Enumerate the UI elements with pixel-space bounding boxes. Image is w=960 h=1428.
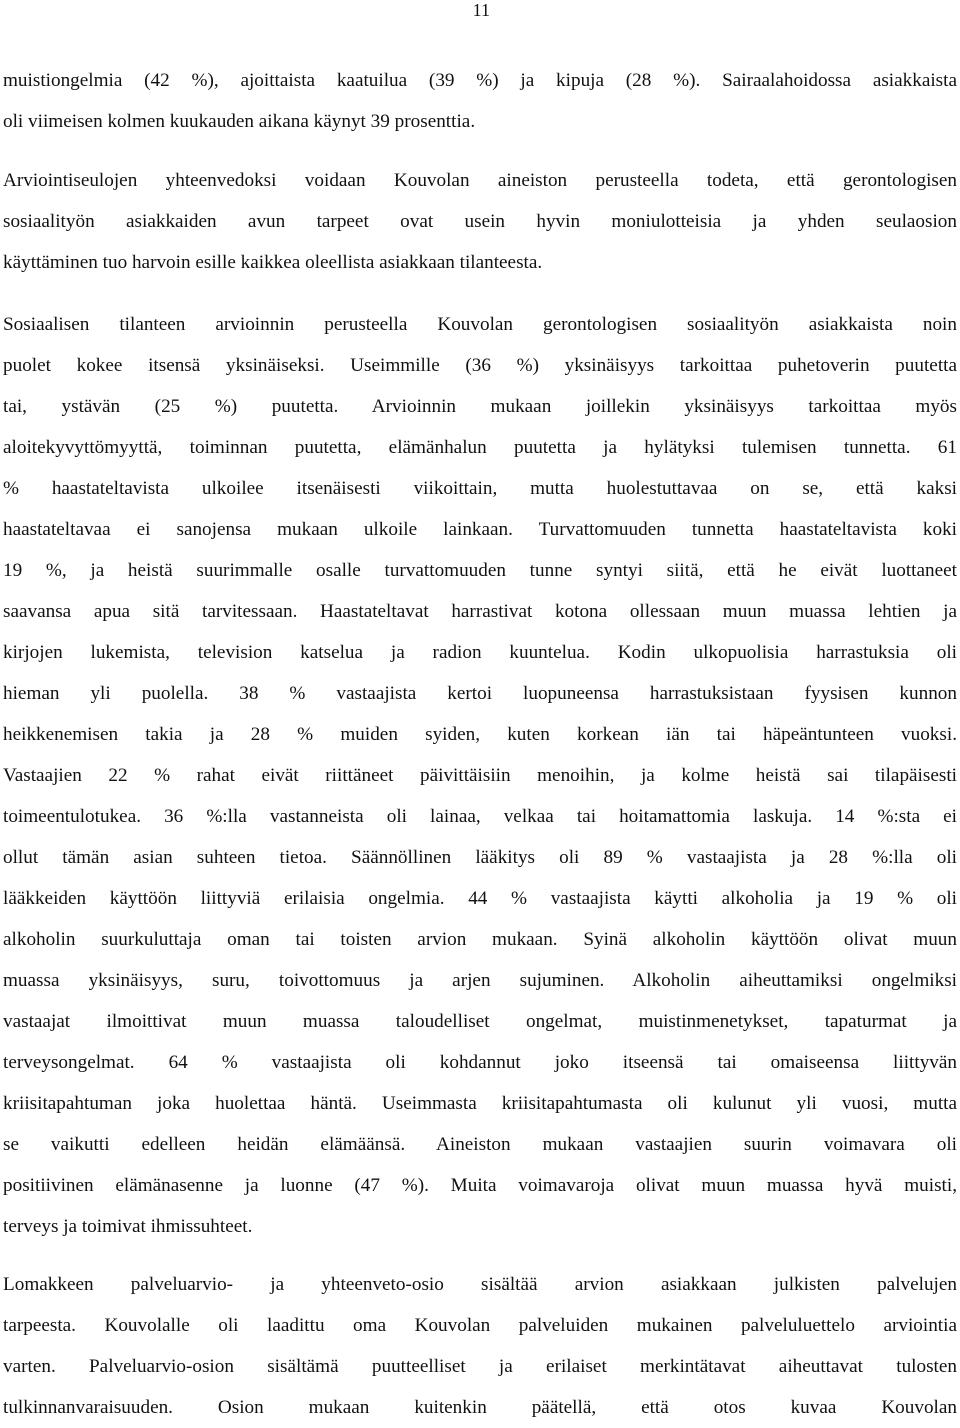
text-line: Vastaajien 22 % rahat eivät riittäneet päivittäisiin menoihin, ja kolme heistä sai tilapäisesti (3, 765, 957, 786)
text-line: se vaikutti edelleen heidän elämäänsä. Aineiston mukaan vastaajien suurin voimavara oli (3, 1134, 957, 1155)
text-line: oli viimeisen kolmen kuukauden aikana käynyt 39 prosenttia. (3, 111, 476, 132)
text-line: Arviointiseulojen yhteenvedoksi voidaan Kouvolan aineiston perusteella todeta, että gerontologisen (3, 170, 957, 191)
text-line: kriisitapahtuman joka huolettaa häntä. Useimmasta kriisitapahtumasta oli kulunut yli vuosi, mutta (3, 1093, 957, 1114)
text-line: heikkenemisen takia ja 28 % muiden syiden, kuten korkean iän tai häpeäntunteen vuoksi. (3, 724, 957, 745)
text-line: Sosiaalisen tilanteen arvioinnin perusteella Kouvolan gerontologisen sosiaalityön asiakkaista noin (3, 314, 957, 335)
page-number: 11 (472, 0, 490, 20)
text-line: terveysongelmat. 64 % vastaajista oli kohdannut joko itseensä tai omaiseensa liittyvän (3, 1052, 957, 1073)
text-line: ollut tämän asian suhteen tietoa. Säännöllinen lääkitys oli 89 % vastaajista ja 28 %:lla oli (3, 847, 957, 868)
text-line: terveys ja toimivat ihmissuhteet. (3, 1216, 253, 1237)
text-line: sosiaalityön asiakkaiden avun tarpeet ovat usein hyvin moniulotteisia ja yhden seulaosion (3, 211, 957, 232)
text-line: tulkinnanvaraisuuden. Osion mukaan kuitenkin päätellä, että otos kuvaa Kouvolan (3, 1397, 957, 1418)
text-line: aloitekyvyttömyyttä, toiminnan puutetta, elämänhalun puutetta ja hylätyksi tulemisen tunnetta. 61 (3, 437, 957, 458)
paragraph-1 (3, 60, 957, 142)
paragraph-3 (3, 304, 957, 1247)
text-line: puolet kokee itsensä yksinäiseksi. Useimmille (36 %) yksinäisyys tarkoittaa puhetoverin puutetta (3, 355, 957, 376)
text-line: muistiongelmia (42 %), ajoittaista kaatuilua (39 %) ja kipuja (28 %). Sairaalahoidossa asiakkaista (3, 70, 957, 91)
text-line: tarpeesta. Kouvolalle oli laadittu oma Kouvolan palveluiden mukainen palveluluettelo arviointia (3, 1315, 957, 1336)
text-line: alkoholin suurkuluttaja oman tai toisten arvion mukaan. Syinä alkoholin käyttöön olivat muun (3, 929, 957, 950)
paragraph-2 (3, 160, 957, 283)
text-line: kirjojen lukemista, television katselua ja radion kuuntelua. Kodin ulkopuolisia harrastuksia oli (3, 642, 957, 663)
text-line: Lomakkeen palveluarvio- ja yhteenveto-osio sisältää arvion asiakkaan julkisten palvelujen (3, 1274, 957, 1295)
text-line: 19 %, ja heistä suurimmalle osalle turvattomuuden tunne syntyi siitä, että he eivät luottaneet (3, 560, 957, 581)
text-line: tai, ystävän (25 %) puutetta. Arvioinnin mukaan joillekin yksinäisyys tarkoittaa myös (3, 396, 957, 417)
text-line: muassa yksinäisyys, suru, toivottomuus ja arjen sujuminen. Alkoholin aiheuttamiksi ongelmiksi (3, 970, 957, 991)
paragraph-4 (3, 1264, 957, 1428)
text-line: varten. Palveluarvio-osion sisältämä puutteelliset ja erilaiset merkintätavat aiheuttavat tulosten (3, 1356, 957, 1377)
text-line: lääkkeiden käyttöön liittyviä erilaisia ongelmia. 44 % vastaajista käytti alkoholia ja 19 % oli (3, 888, 957, 909)
text-line: käyttäminen tuo harvoin esille kaikkea oleellista asiakkaan tilanteesta. (3, 252, 543, 273)
text-line: % haastateltavista ulkoilee itsenäisesti viikoittain, mutta huolestuttavaa on se, että kaksi (3, 478, 957, 499)
text-line: positiivinen elämänasenne ja luonne (47 %). Muita voimavaroja olivat muun muassa hyvä muisti, (3, 1175, 957, 1196)
text-line: haastateltavaa ei sanojensa mukaan ulkoile lainkaan. Turvattomuuden tunnetta haastateltavista koki (3, 519, 957, 540)
text-line: hieman yli puolella. 38 % vastaajista kertoi luopuneensa harrastuksistaan fyysisen kunnon (3, 683, 957, 704)
text-line: vastaajat ilmoittivat muun muassa taloudelliset ongelmat, muistinmenetykset, tapaturmat ja (3, 1011, 957, 1032)
text-line: toimeentulotukea. 36 %:lla vastanneista oli lainaa, velkaa tai hoitamattomia laskuja. 14 %:sta ei (3, 806, 957, 827)
text-line: saavansa apua sitä tarvitessaan. Haastateltavat harrastivat kotona ollessaan muun muassa lehtien ja (3, 601, 957, 622)
